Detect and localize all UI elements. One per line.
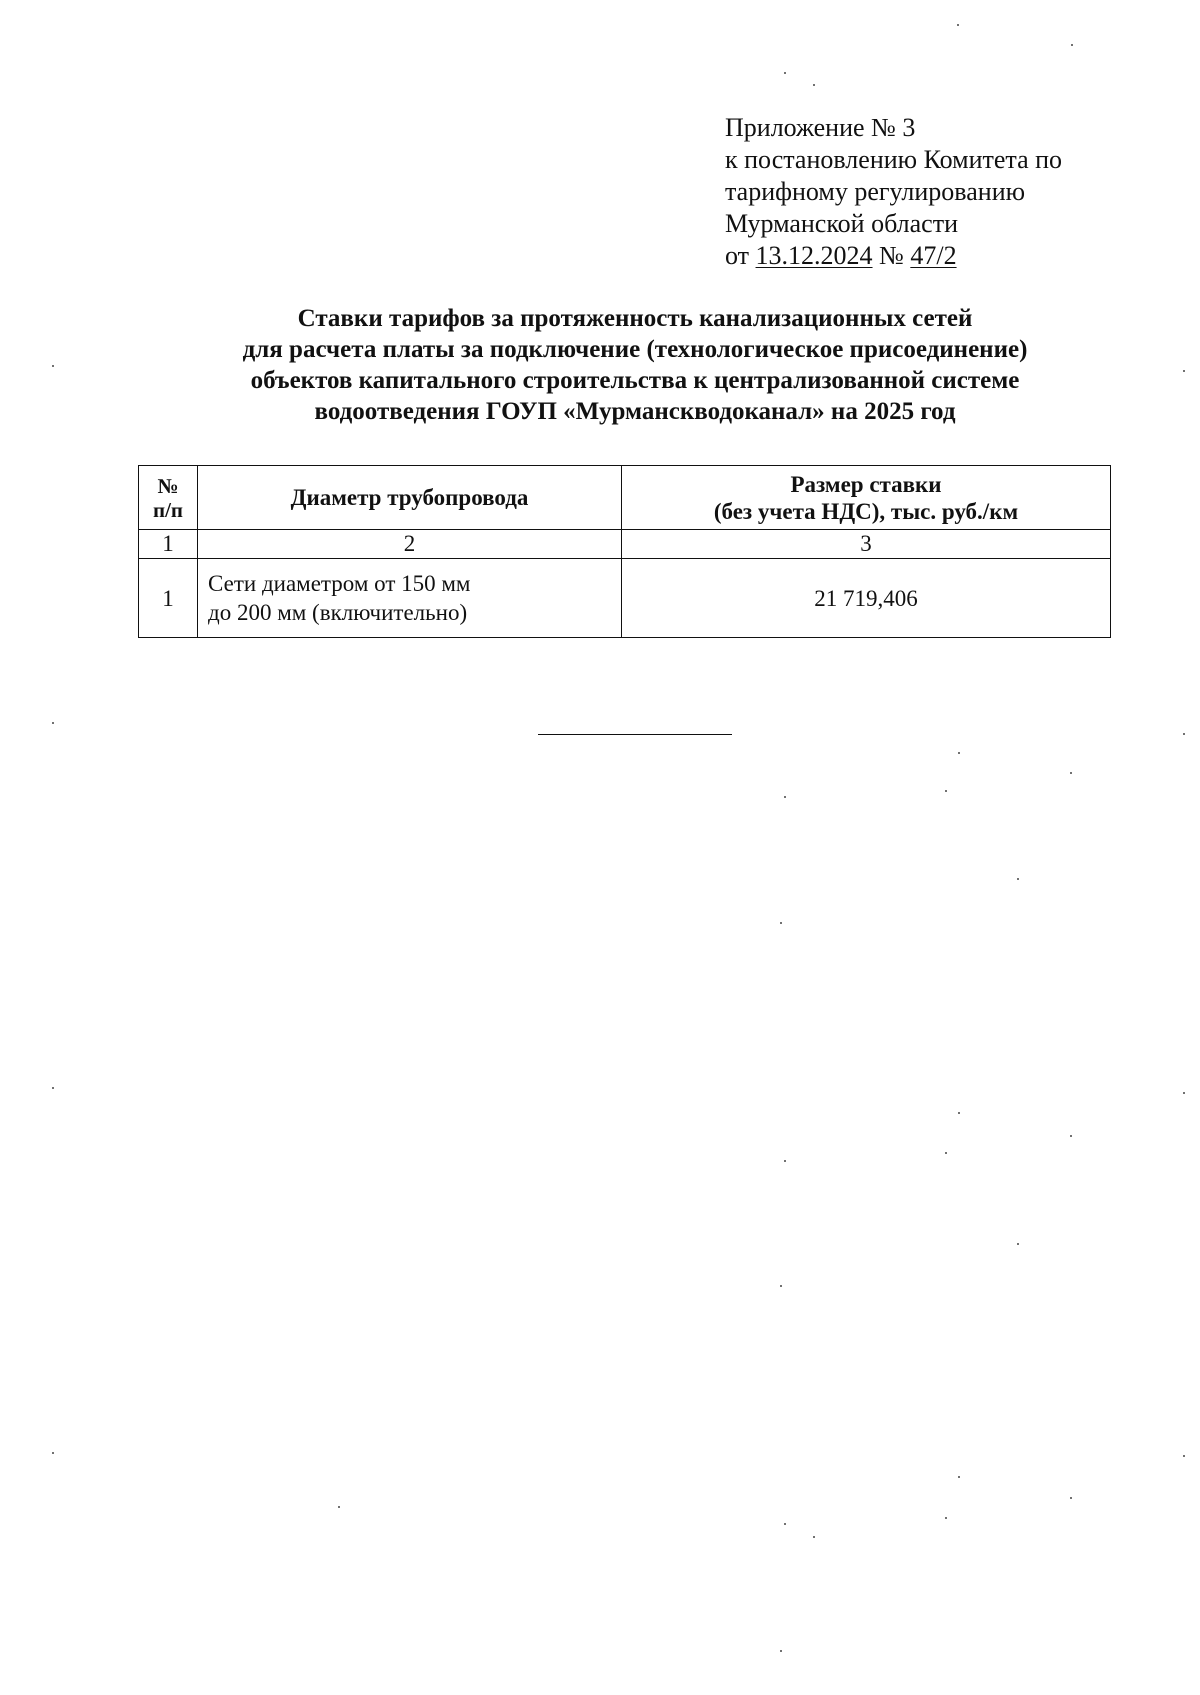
document-title	[140, 303, 1130, 427]
index-cell: 2	[198, 530, 622, 559]
scan-speck	[945, 790, 947, 792]
row-number: 1	[139, 559, 198, 638]
scan-speck	[958, 752, 960, 754]
table-row	[139, 559, 1111, 638]
scan-speck	[52, 365, 54, 367]
appendix-title: Приложение № 3	[725, 113, 916, 142]
scan-speck	[52, 1087, 54, 1089]
scan-speck	[957, 24, 959, 26]
decree-date: 13.12.2024	[755, 241, 873, 270]
date-prefix: от	[725, 241, 756, 270]
decree-number: 47/2	[910, 241, 957, 270]
scan-speck	[1017, 1243, 1019, 1245]
appendix-region: Мурманской области	[725, 209, 958, 238]
row-diameter: Сети диаметром от 150 мм до 200 мм (включительно)	[198, 559, 622, 638]
scan-speck	[1183, 370, 1185, 372]
rates-table	[138, 465, 1111, 638]
scan-speck	[1183, 1455, 1185, 1457]
appendix-block	[725, 112, 1062, 272]
scan-speck	[1071, 44, 1073, 46]
end-divider	[538, 734, 732, 735]
scan-speck	[1017, 878, 1019, 880]
scan-speck	[945, 1517, 947, 1519]
scan-speck	[780, 1285, 782, 1287]
scan-speck	[958, 1476, 960, 1478]
title-line-4: водоотведения ГОУП «Мурманскводоканал» на 2025 год	[314, 398, 956, 425]
scan-speck	[958, 1112, 960, 1114]
scan-speck	[780, 1650, 782, 1652]
scan-speck	[1070, 772, 1072, 774]
title-line-3: объектов капитального строительства к централизованной системе	[250, 367, 1020, 394]
scan-speck	[813, 1536, 815, 1538]
header-rate: Размер ставки (без учета НДС), тыс. руб./км	[622, 466, 1111, 530]
table-header-row	[139, 466, 1111, 530]
scan-speck	[813, 84, 815, 86]
appendix-reference: к постановлению Комитета по	[725, 145, 1063, 174]
scan-speck	[52, 1452, 54, 1454]
appendix-committee: тарифному регулированию	[725, 177, 1026, 206]
scan-speck	[1183, 733, 1185, 735]
scan-speck	[945, 1152, 947, 1154]
scan-speck	[338, 1506, 340, 1508]
title-line-2: для расчета платы за подключение (технологическое присоединение)	[242, 336, 1028, 363]
scan-speck	[52, 722, 54, 724]
index-cell: 3	[622, 530, 1111, 559]
title-line-1: Ставки тарифов за протяженность канализационных сетей	[297, 305, 973, 332]
scan-speck	[784, 72, 786, 74]
scan-speck	[784, 1160, 786, 1162]
scan-speck	[784, 796, 786, 798]
number-prefix: №	[872, 241, 911, 270]
scan-speck	[780, 922, 782, 924]
scan-speck	[1070, 1135, 1072, 1137]
table-index-row	[139, 530, 1111, 559]
scan-speck	[1070, 1497, 1072, 1499]
index-cell: 1	[139, 530, 198, 559]
scan-speck	[1183, 1092, 1185, 1094]
header-diameter: Диаметр трубопровода	[198, 466, 622, 530]
appendix-date-line	[725, 240, 1062, 272]
header-number: № п/п	[139, 466, 198, 530]
row-rate: 21 719,406	[622, 559, 1111, 638]
scan-speck	[784, 1523, 786, 1525]
